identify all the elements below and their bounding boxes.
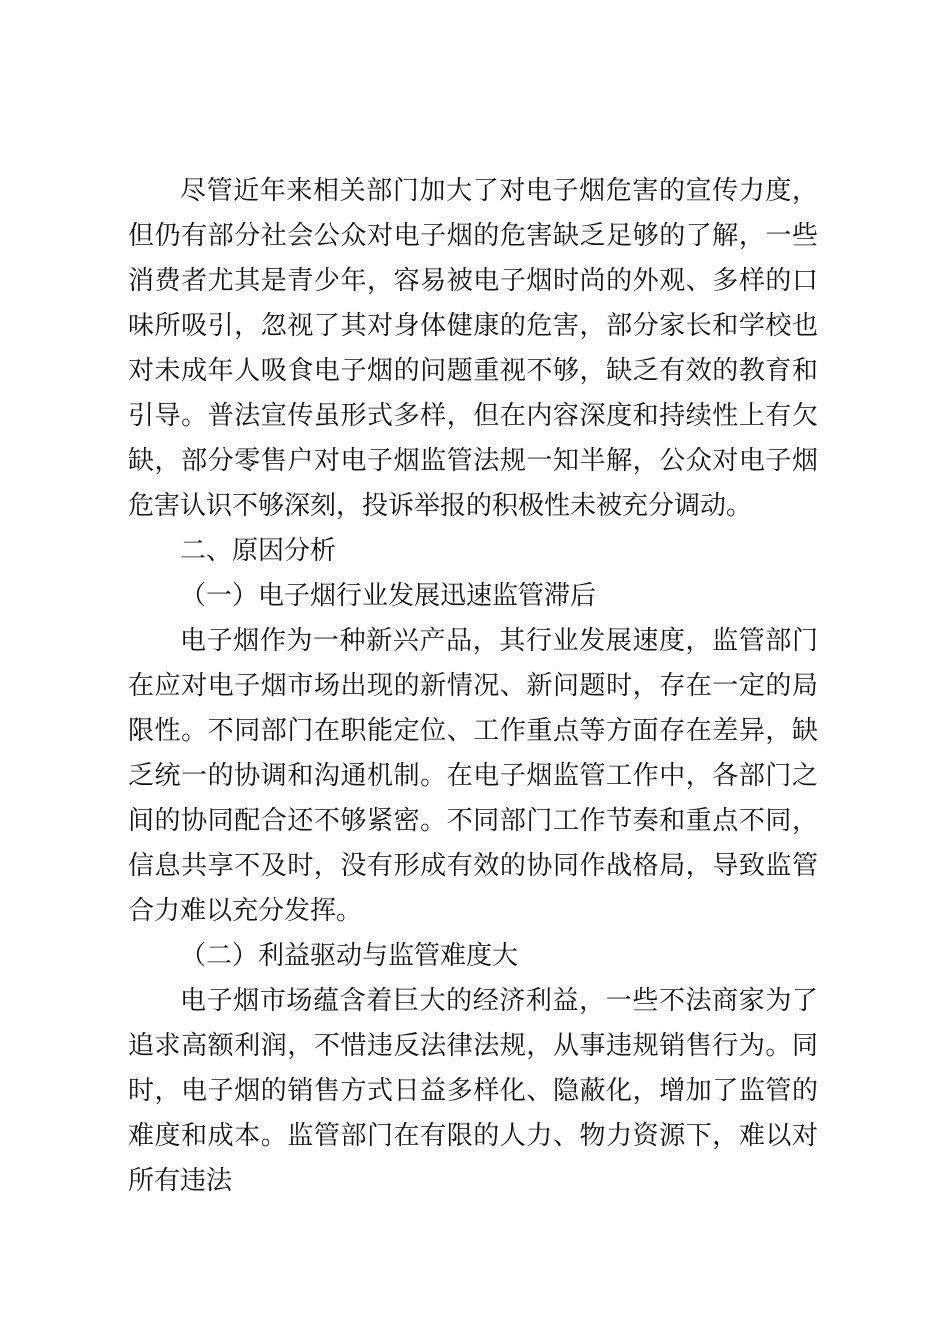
section-heading-cause-analysis: 二、原因分析: [180, 536, 337, 566]
subsection-heading-2: （二）利益驱动与监管难度大: [180, 941, 519, 971]
paragraph-profit-drive: 电子烟市场蕴含着巨大的经济利益，一些不法商家为了追求高额利润，不惜违反法律法规，从事违规销售行为。同时，电子烟的销售方式日益多样化、隐蔽化，增加了监管的难度和成本。监管部门在有限的人力、物力资源下，难以对所有违法: [128, 986, 818, 1196]
document-body: [128, 169, 818, 1204]
paragraph-public-awareness: 尽管近年来相关部门加大了对电子烟危害的宣传力度，但仍有部分社会公众对电子烟的危害缺乏足够的了解，一些消费者尤其是青少年，容易被电子烟时尚的外观、多样的口味所吸引，忽视了其对身体健康的危害，部分家长和学校也对未成年人吸食电子烟的问题重视不够，缺乏有效的教育和引导。普法宣传虽形式多样，但在内容深度和持续性上有欠缺，部分零售户对电子烟监管法规一知半解，公众对电子烟危害认识不够深刻，投诉举报的积极性未被充分调动。: [128, 176, 818, 521]
paragraph-industry-growth: 电子烟作为一种新兴产品，其行业发展速度，监管部门在应对电子烟市场出现的新情况、新问题时，存在一定的局限性。不同部门在职能定位、工作重点等方面存在差异，缺乏统一的协调和沟通机制。在电子烟监管工作中，各部门之间的协同配合还不够紧密。不同部门工作节奏和重点不同，信息共享不及时，没有形成有效的协同作战格局，导致监管合力难以充分发挥。: [128, 626, 818, 926]
subsection-heading-1: （一）电子烟行业发展迅速监管滞后: [180, 581, 597, 611]
